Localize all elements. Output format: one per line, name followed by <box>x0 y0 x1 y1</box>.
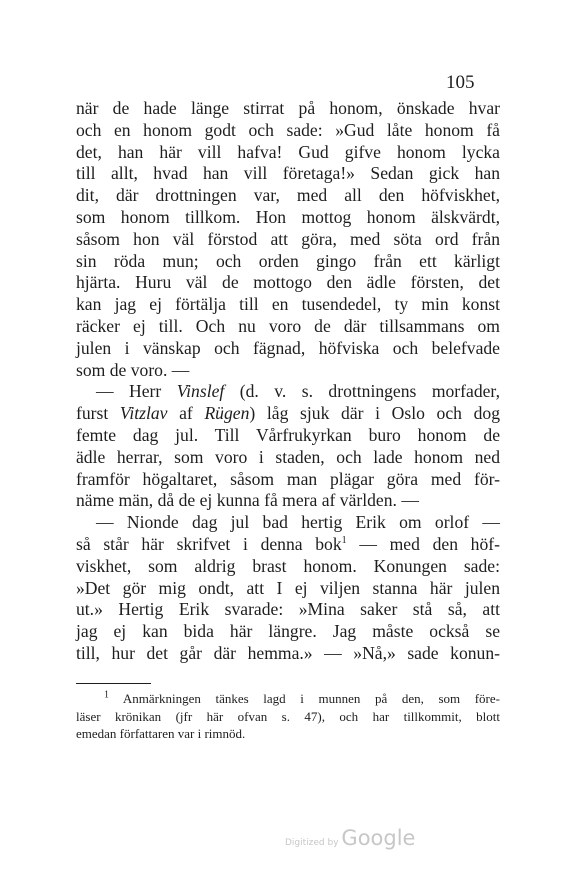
watermark-prefix: Digitized by <box>285 838 342 848</box>
text-run: — Herr <box>96 381 177 402</box>
footnote <box>76 690 500 743</box>
text-line: som honom tillkom. Hon mottog honom älskvärdt, <box>76 206 500 227</box>
footnote-line: emedan författaren var i rimnöd. <box>76 726 246 741</box>
text-run: så står här skrifvet i denna bok <box>76 533 342 554</box>
text-line: »Det gör mig ondt, att I ej viljen stanna här julen <box>76 577 500 598</box>
text-line <box>76 403 500 425</box>
text-run: af <box>167 403 205 424</box>
body-text <box>76 98 500 665</box>
paragraph-1 <box>76 98 500 381</box>
text-line: hjärta. Huru väl de mottogo den ädle försten, det <box>76 272 500 293</box>
person-name: Vitzlav <box>119 403 168 424</box>
person-name: Vinslef <box>176 381 225 402</box>
text-run: (d. v. s. drottningens morfader, <box>224 381 500 402</box>
text-line: till allt, hvad han vill företaga!» Sedan gick han <box>76 163 500 184</box>
text-line: när de hade länge stirrat på honom, önskade hvar <box>76 98 500 118</box>
text-line: viskhet, som aldrig brast honom. Konungen sade: <box>76 555 500 576</box>
text-line: femte dag jul. Till Vårfrukyrkan buro honom de <box>76 424 500 445</box>
text-line: som de voro. — <box>76 359 190 380</box>
text-line: till, hur det går där hemma.» — »Nå,» sade konun- <box>76 642 500 663</box>
text-line <box>76 381 500 403</box>
paragraph-3 <box>76 512 500 665</box>
text-line: kan jag ej förtälja till en tusendedel, ty min konst <box>76 294 500 315</box>
text-run: Anmärkningen tänkes lagd i munnen på den, som före- <box>109 691 500 706</box>
page-number: 105 <box>446 72 475 93</box>
text-line: såsom hon väl förstod att göra, med söta ord från <box>76 228 500 249</box>
text-line: det, han här vill hafva! Gud gifve honom lycka <box>76 141 500 162</box>
text-line: dit, där drottningen var, med all den höfviskhet, <box>76 185 500 206</box>
text-line: ut.» Hertig Erik svarade: »Mina saker stå så, att <box>76 599 500 620</box>
text-line <box>76 534 500 556</box>
text-line: sin röda mun; och orden gingo från ett kärligt <box>76 250 500 271</box>
footnote-marker: 1 <box>341 535 347 547</box>
text-line: ädle herrar, som voro i staden, och lade honom ned <box>76 446 500 467</box>
text-run: furst <box>76 403 120 424</box>
place-name: Rügen <box>204 403 250 424</box>
footnote-line: läser krönikan (jfr här ofvan s. 47), och har tillkommit, blott <box>76 708 500 724</box>
text-line: — Nionde dag jul bad hertig Erik om orlof — <box>96 512 500 533</box>
text-line: näme män, då de ej kunna få mera af världen. — <box>76 490 419 511</box>
google-logo: Google <box>341 826 416 850</box>
paragraph-2 <box>76 381 500 512</box>
text-line: räcker ej till. Och nu voro de där tillsammans om <box>76 315 500 336</box>
text-line: och en honom godt och sade: »Gud låte honom få <box>76 119 500 140</box>
footnote-marker: 1 <box>104 689 109 701</box>
digitized-watermark <box>285 826 415 850</box>
text-line: julen i vänskap och fägnad, höfviska och belefvade <box>76 337 500 358</box>
text-run: ) låg sjuk där i Oslo och dog <box>249 403 500 424</box>
footnote-divider <box>76 683 151 684</box>
footnote-line <box>76 690 500 708</box>
text-run: — med den höf- <box>346 533 500 554</box>
text-line: jag ej kan bida här längre. Jag måste också se <box>76 621 500 642</box>
text-line: framför högaltaret, såsom man plägar göra med för- <box>76 468 500 489</box>
